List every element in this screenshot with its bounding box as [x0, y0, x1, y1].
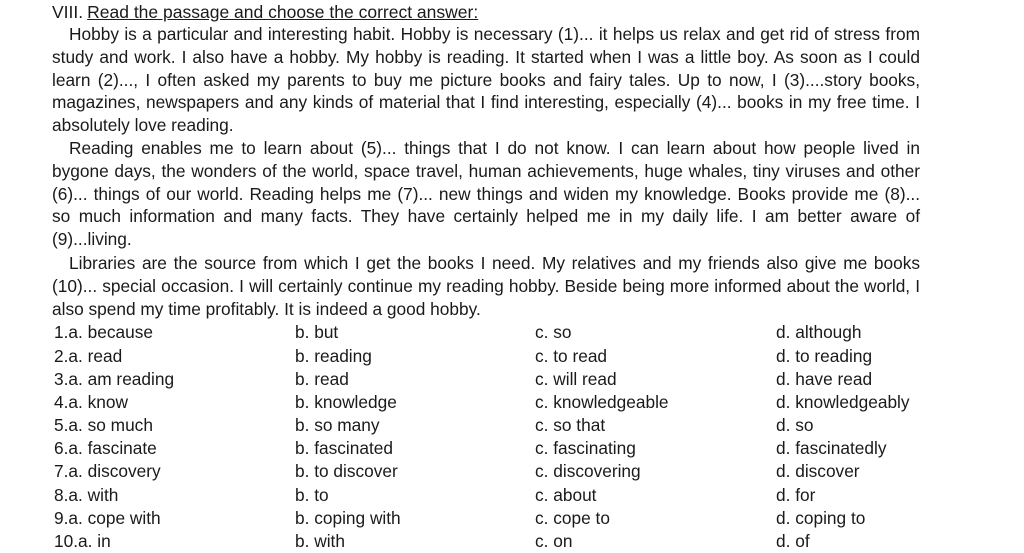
answer-options: [52, 321, 920, 553]
option-b[interactable]: b. reading: [295, 345, 372, 366]
question-row: [52, 530, 920, 553]
option-d[interactable]: d. coping to: [776, 507, 866, 528]
option-b[interactable]: b. so many: [295, 415, 380, 436]
option-c[interactable]: c. to read: [535, 345, 608, 366]
option-b[interactable]: b. coping with: [295, 507, 401, 528]
question-row: [52, 321, 920, 344]
option-a[interactable]: 6.a. fascinate: [54, 438, 157, 459]
option-c[interactable]: c. cope to: [535, 507, 610, 528]
option-d[interactable]: d. have read: [776, 368, 873, 389]
passage-paragraph-3: Libraries are the source from which I get the books I need. My relatives and my friends also give me books (10)... special occasion. I will certainly continue my reading hobby. Beside being more informed about the world, I also spend my time profitably. It is indeed a good hobby.: [52, 252, 920, 319]
option-b[interactable]: b. fascinated: [295, 438, 393, 459]
question-row: [52, 414, 920, 437]
passage-paragraph-1: Hobby is a particular and interesting habit. Hobby is necessary (1)... it helps us relax and get rid of stress from study and work. I also have a hobby. My hobby is reading. It started when I was a little boy. As soon as I could learn (2)..., I often asked my parents to buy me picture books and fairy tales. Up to now, I (3)....story books, magazines, newspapers and any kinds of material that I find interesting, especially (4)... books in my free time. I absolutely love reading.: [52, 24, 920, 136]
option-a[interactable]: 3.a. am reading: [54, 368, 175, 389]
option-d[interactable]: d. for: [776, 484, 816, 505]
option-d[interactable]: d. discover: [776, 461, 860, 482]
option-b[interactable]: b. to: [295, 484, 329, 505]
exercise-instruction: Read the passage and choose the correct answer:: [87, 2, 479, 22]
question-row: [52, 507, 920, 530]
question-row: [52, 345, 920, 368]
option-c[interactable]: c. on: [535, 531, 573, 552]
option-b[interactable]: b. knowledge: [295, 391, 397, 412]
option-c[interactable]: c. discovering: [535, 461, 641, 482]
worksheet-page: [52, 0, 920, 553]
option-c[interactable]: c. knowledgeable: [535, 391, 669, 412]
option-b[interactable]: b. read: [295, 368, 349, 389]
option-c[interactable]: c. about: [535, 484, 597, 505]
option-d[interactable]: d. fascinatedly: [776, 438, 887, 459]
option-d[interactable]: d. knowledgeably: [776, 391, 910, 412]
question-row: [52, 484, 920, 507]
question-row: [52, 460, 920, 483]
option-a[interactable]: 4.a. know: [54, 391, 128, 412]
option-a[interactable]: 9.a. cope with: [54, 507, 161, 528]
option-a[interactable]: 5.a. so much: [54, 415, 153, 436]
option-b[interactable]: b. but: [295, 322, 339, 343]
option-a[interactable]: 7.a. discovery: [54, 461, 161, 482]
option-b[interactable]: b. to discover: [295, 461, 398, 482]
option-d[interactable]: d. to reading: [776, 345, 873, 366]
exercise-number: VIII.: [52, 2, 84, 22]
passage-paragraph-2: Reading enables me to learn about (5)... things that I do not know. I can learn about how people lived in bygone days, the wonders of the world, space travel, human achievements, huge whales, tiny viruses and other (6)... things of our world. Reading helps me (7)... new things and widen my knowledge. Books provide me (8)... so much information and many facts. They have certainly helped me in my daily life. I am better aware of (9)...living.: [52, 137, 920, 250]
option-a[interactable]: 8.a. with: [54, 484, 119, 505]
option-d[interactable]: d. of: [776, 531, 810, 552]
question-row: [52, 437, 920, 460]
option-c[interactable]: c. fascinating: [535, 438, 636, 459]
option-d[interactable]: d. although: [776, 322, 862, 343]
option-a[interactable]: 10.a. in: [54, 531, 111, 552]
option-a[interactable]: 1.a. because: [54, 322, 153, 343]
question-row: [52, 391, 920, 414]
exercise-heading: [52, 0, 920, 23]
option-c[interactable]: c. so that: [535, 415, 606, 436]
option-d[interactable]: d. so: [776, 415, 814, 436]
question-row: [52, 368, 920, 391]
option-b[interactable]: b. with: [295, 531, 345, 552]
option-c[interactable]: c. will read: [535, 368, 617, 389]
option-a[interactable]: 2.a. read: [54, 345, 123, 366]
option-c[interactable]: c. so: [535, 322, 572, 343]
